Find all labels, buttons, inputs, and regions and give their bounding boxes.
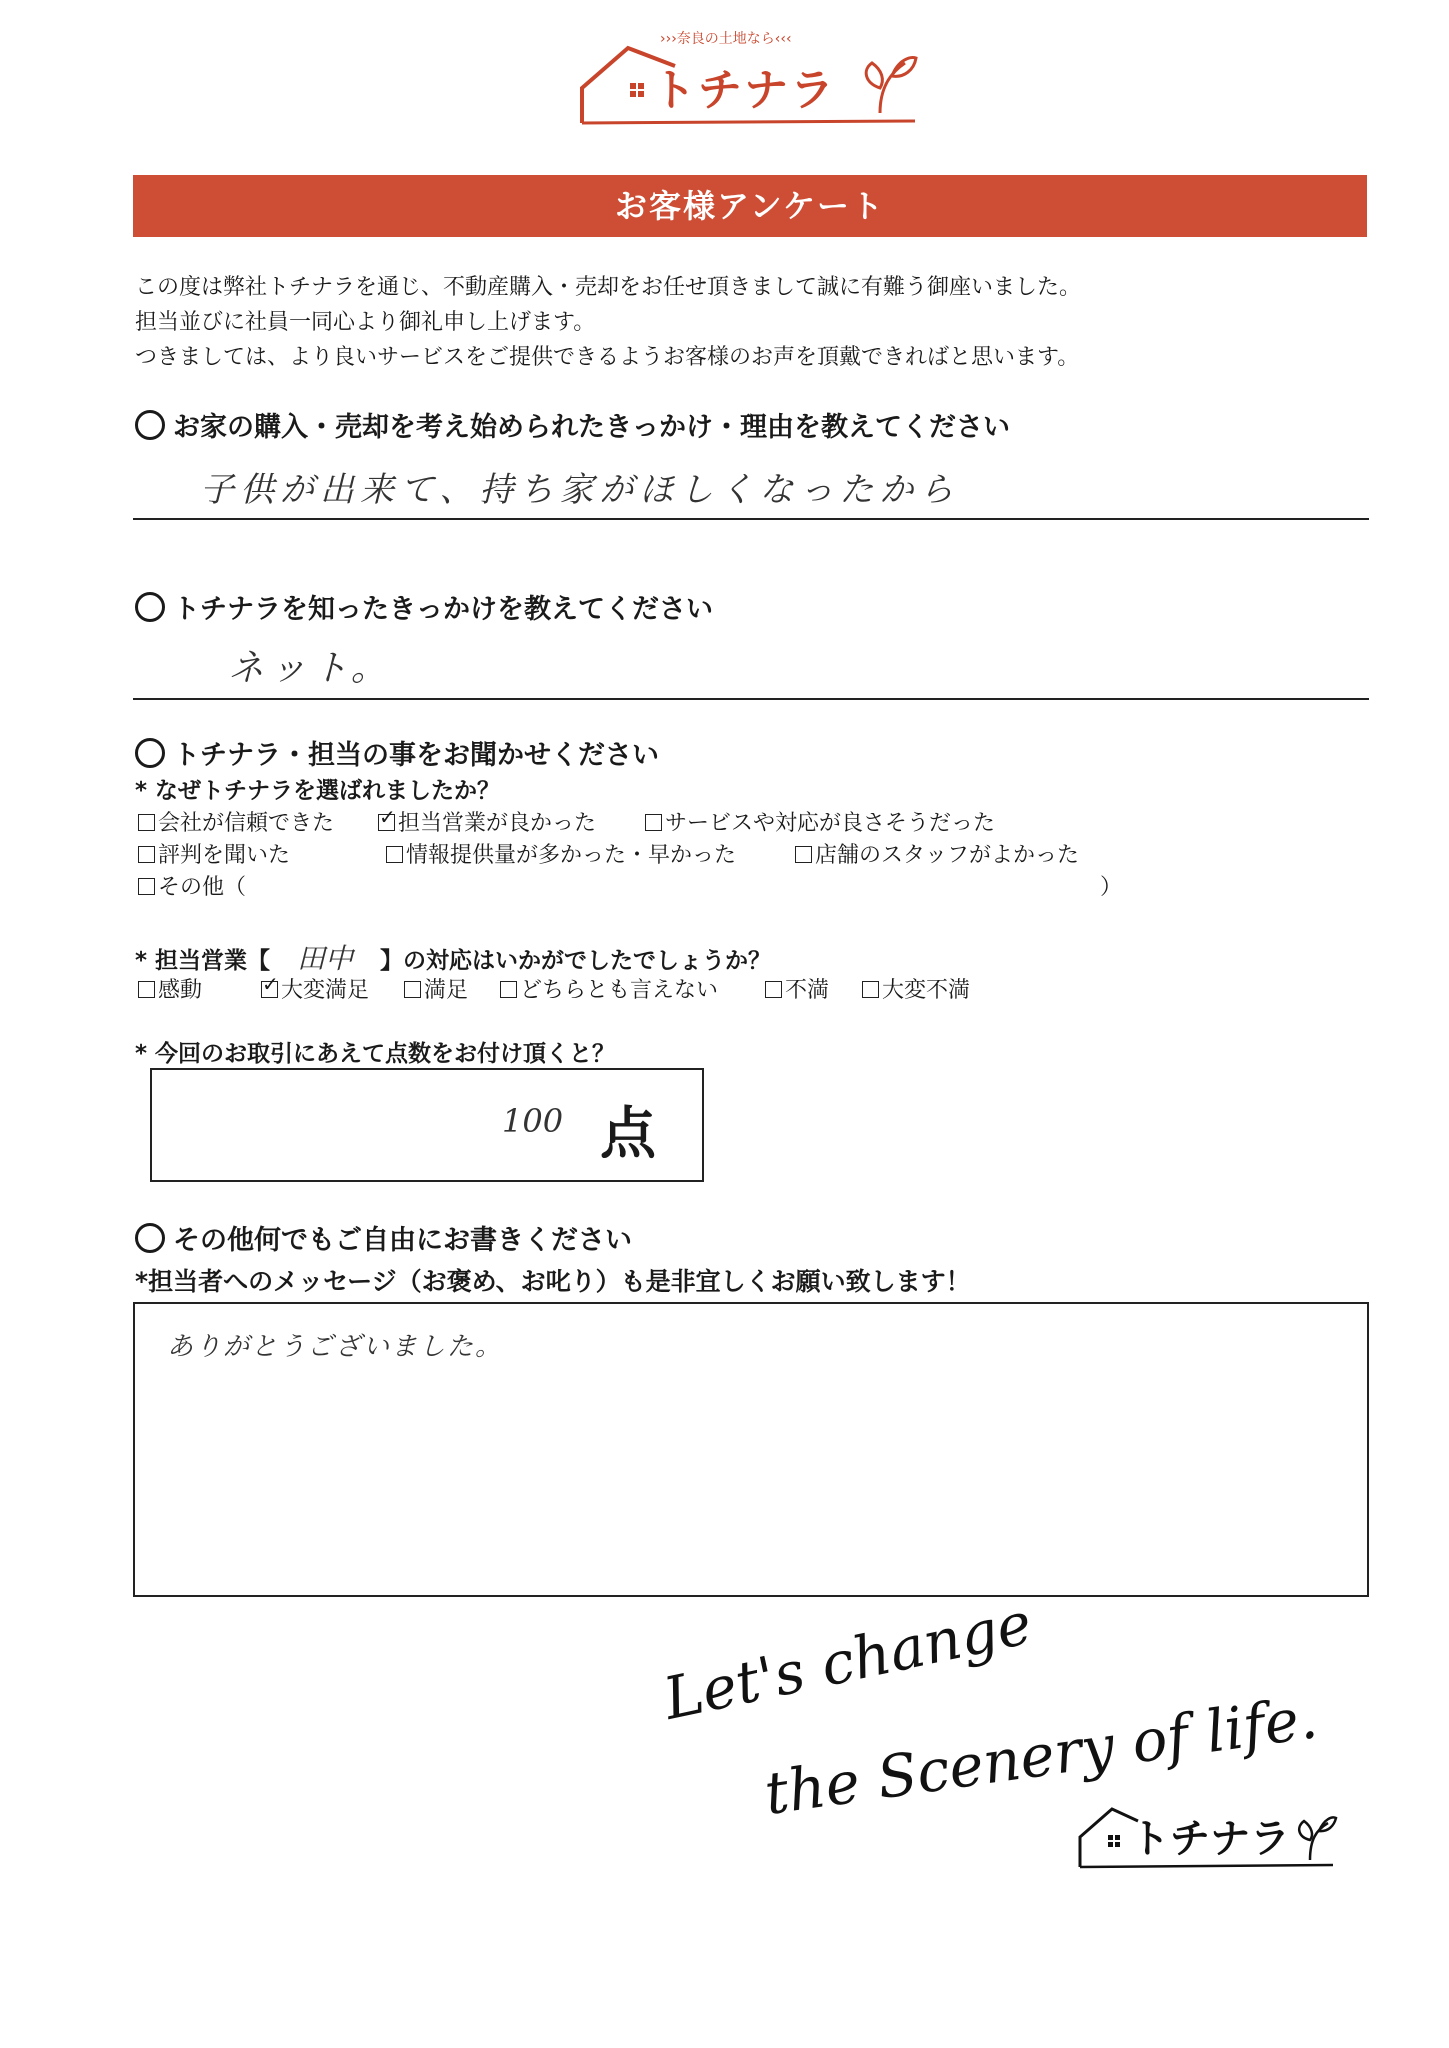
other-close-paren: ） bbox=[1100, 875, 1123, 900]
answer-line bbox=[133, 518, 1369, 520]
circle-bullet-icon bbox=[135, 592, 165, 622]
rating-option[interactable]: 感動 bbox=[138, 973, 202, 1004]
reason-option[interactable]: ✓ 担当営業が良かった bbox=[379, 805, 597, 836]
circle-bullet-icon bbox=[135, 410, 165, 440]
checkbox-icon[interactable] bbox=[795, 846, 812, 863]
checkbox-icon[interactable] bbox=[862, 981, 879, 998]
score-label: * 今回のお取引にあえて点数をお付け頂くと？ bbox=[135, 1041, 616, 1067]
intro-line: つきましては、より良いサービスをご提供できるようお客様のお声を頂戴できればと思います。 bbox=[135, 345, 1080, 370]
reason-option[interactable]: 評判を聞いた bbox=[138, 838, 290, 869]
rating-option[interactable]: 満足 bbox=[404, 973, 468, 1004]
checkbox-icon[interactable] bbox=[138, 878, 155, 895]
header-logo bbox=[580, 28, 920, 128]
checkbox-icon[interactable] bbox=[500, 981, 517, 998]
score-box[interactable] bbox=[150, 1068, 704, 1182]
rating-option[interactable]: 大変不満 bbox=[862, 973, 970, 1004]
rating-option[interactable]: 不満 bbox=[765, 973, 829, 1004]
reason-option[interactable]: 会社が信頼できた bbox=[138, 806, 334, 837]
score-value[interactable]: 100 bbox=[502, 1102, 564, 1140]
intro-line: この度は弊社トチナラを通じ、不動産購入・売却をお任せ頂きまして誠に有難う御座いました。 bbox=[135, 275, 1082, 300]
checkbox-icon[interactable] bbox=[138, 814, 155, 831]
question-2-answer[interactable]: ネット。 bbox=[228, 648, 393, 689]
comment-answer[interactable]: ありがとうございました。 bbox=[167, 1332, 504, 1362]
intro-text bbox=[135, 270, 1365, 375]
comment-box[interactable] bbox=[133, 1302, 1369, 1597]
slogan-line-1: Let's change bbox=[657, 1588, 1038, 1733]
page-title: お客様アンケート bbox=[614, 187, 886, 225]
score-unit: 点 bbox=[600, 1102, 656, 1167]
rating-option[interactable]: ✓ 大変満足 bbox=[262, 972, 370, 1003]
footer-logo-text: トチナラ bbox=[1130, 1816, 1290, 1862]
question-4 bbox=[135, 1218, 632, 1257]
message-note: *担当者へのメッセージ（お褒め、お叱り）も是非宜しくお願い致します！ bbox=[135, 1267, 971, 1296]
staff-question: * 担当営業【 田中 】の対応はいかがでしたでしょうか？ bbox=[135, 937, 771, 977]
question-1-answer[interactable]: 子供が出来て、持ち家がほしくなったから bbox=[200, 470, 960, 510]
circle-bullet-icon bbox=[135, 1223, 165, 1253]
survey-title-banner bbox=[133, 175, 1367, 237]
checkbox-icon[interactable] bbox=[386, 846, 403, 863]
checkbox-checked-icon[interactable]: ✓ bbox=[262, 972, 279, 996]
footer-logo bbox=[1078, 1795, 1338, 1870]
question-1-label: お家の購入・売却を考え始められたきっかけ・理由を教えてください bbox=[173, 412, 1010, 443]
question-4-label: その他何でもご自由にお書きください bbox=[173, 1225, 632, 1256]
question-3 bbox=[135, 733, 659, 772]
checkbox-icon[interactable] bbox=[645, 814, 662, 831]
checkbox-icon[interactable] bbox=[138, 981, 155, 998]
reason-option[interactable]: サービスや対応が良さそうだった bbox=[645, 806, 995, 837]
question-2-label: トチナラを知ったきっかけを教えてください bbox=[173, 594, 713, 625]
question-1 bbox=[135, 405, 1010, 444]
reason-option-other[interactable]: その他（ bbox=[138, 870, 246, 901]
question-3-label: トチナラ・担当の事をお聞かせください bbox=[173, 740, 659, 771]
why-chosen-label: * なぜトチナラを選ばれましたか？ bbox=[135, 778, 501, 804]
logo-text: トチナラ bbox=[652, 65, 836, 116]
intro-line: 担当並びに社員一同心より御礼申し上げます。 bbox=[135, 310, 596, 335]
checkbox-checked-icon[interactable]: ✓ bbox=[379, 805, 396, 829]
circle-bullet-icon bbox=[135, 738, 165, 768]
logo-tagline: ›››奈良の土地なら‹‹‹ bbox=[660, 31, 792, 47]
checkbox-icon[interactable] bbox=[404, 981, 421, 998]
question-2 bbox=[135, 587, 713, 626]
reason-option[interactable]: 店舗のスタッフがよかった bbox=[795, 838, 1079, 869]
reason-option[interactable]: 情報提供量が多かった・早かった bbox=[386, 838, 736, 869]
staff-name[interactable]: 田中 bbox=[297, 942, 354, 975]
checkbox-icon[interactable] bbox=[138, 846, 155, 863]
slogan-line-2: the Scenery of life. bbox=[760, 1683, 1322, 1828]
rating-option[interactable]: どちらとも言えない bbox=[500, 973, 718, 1004]
answer-line bbox=[133, 698, 1369, 700]
checkbox-icon[interactable] bbox=[765, 981, 782, 998]
